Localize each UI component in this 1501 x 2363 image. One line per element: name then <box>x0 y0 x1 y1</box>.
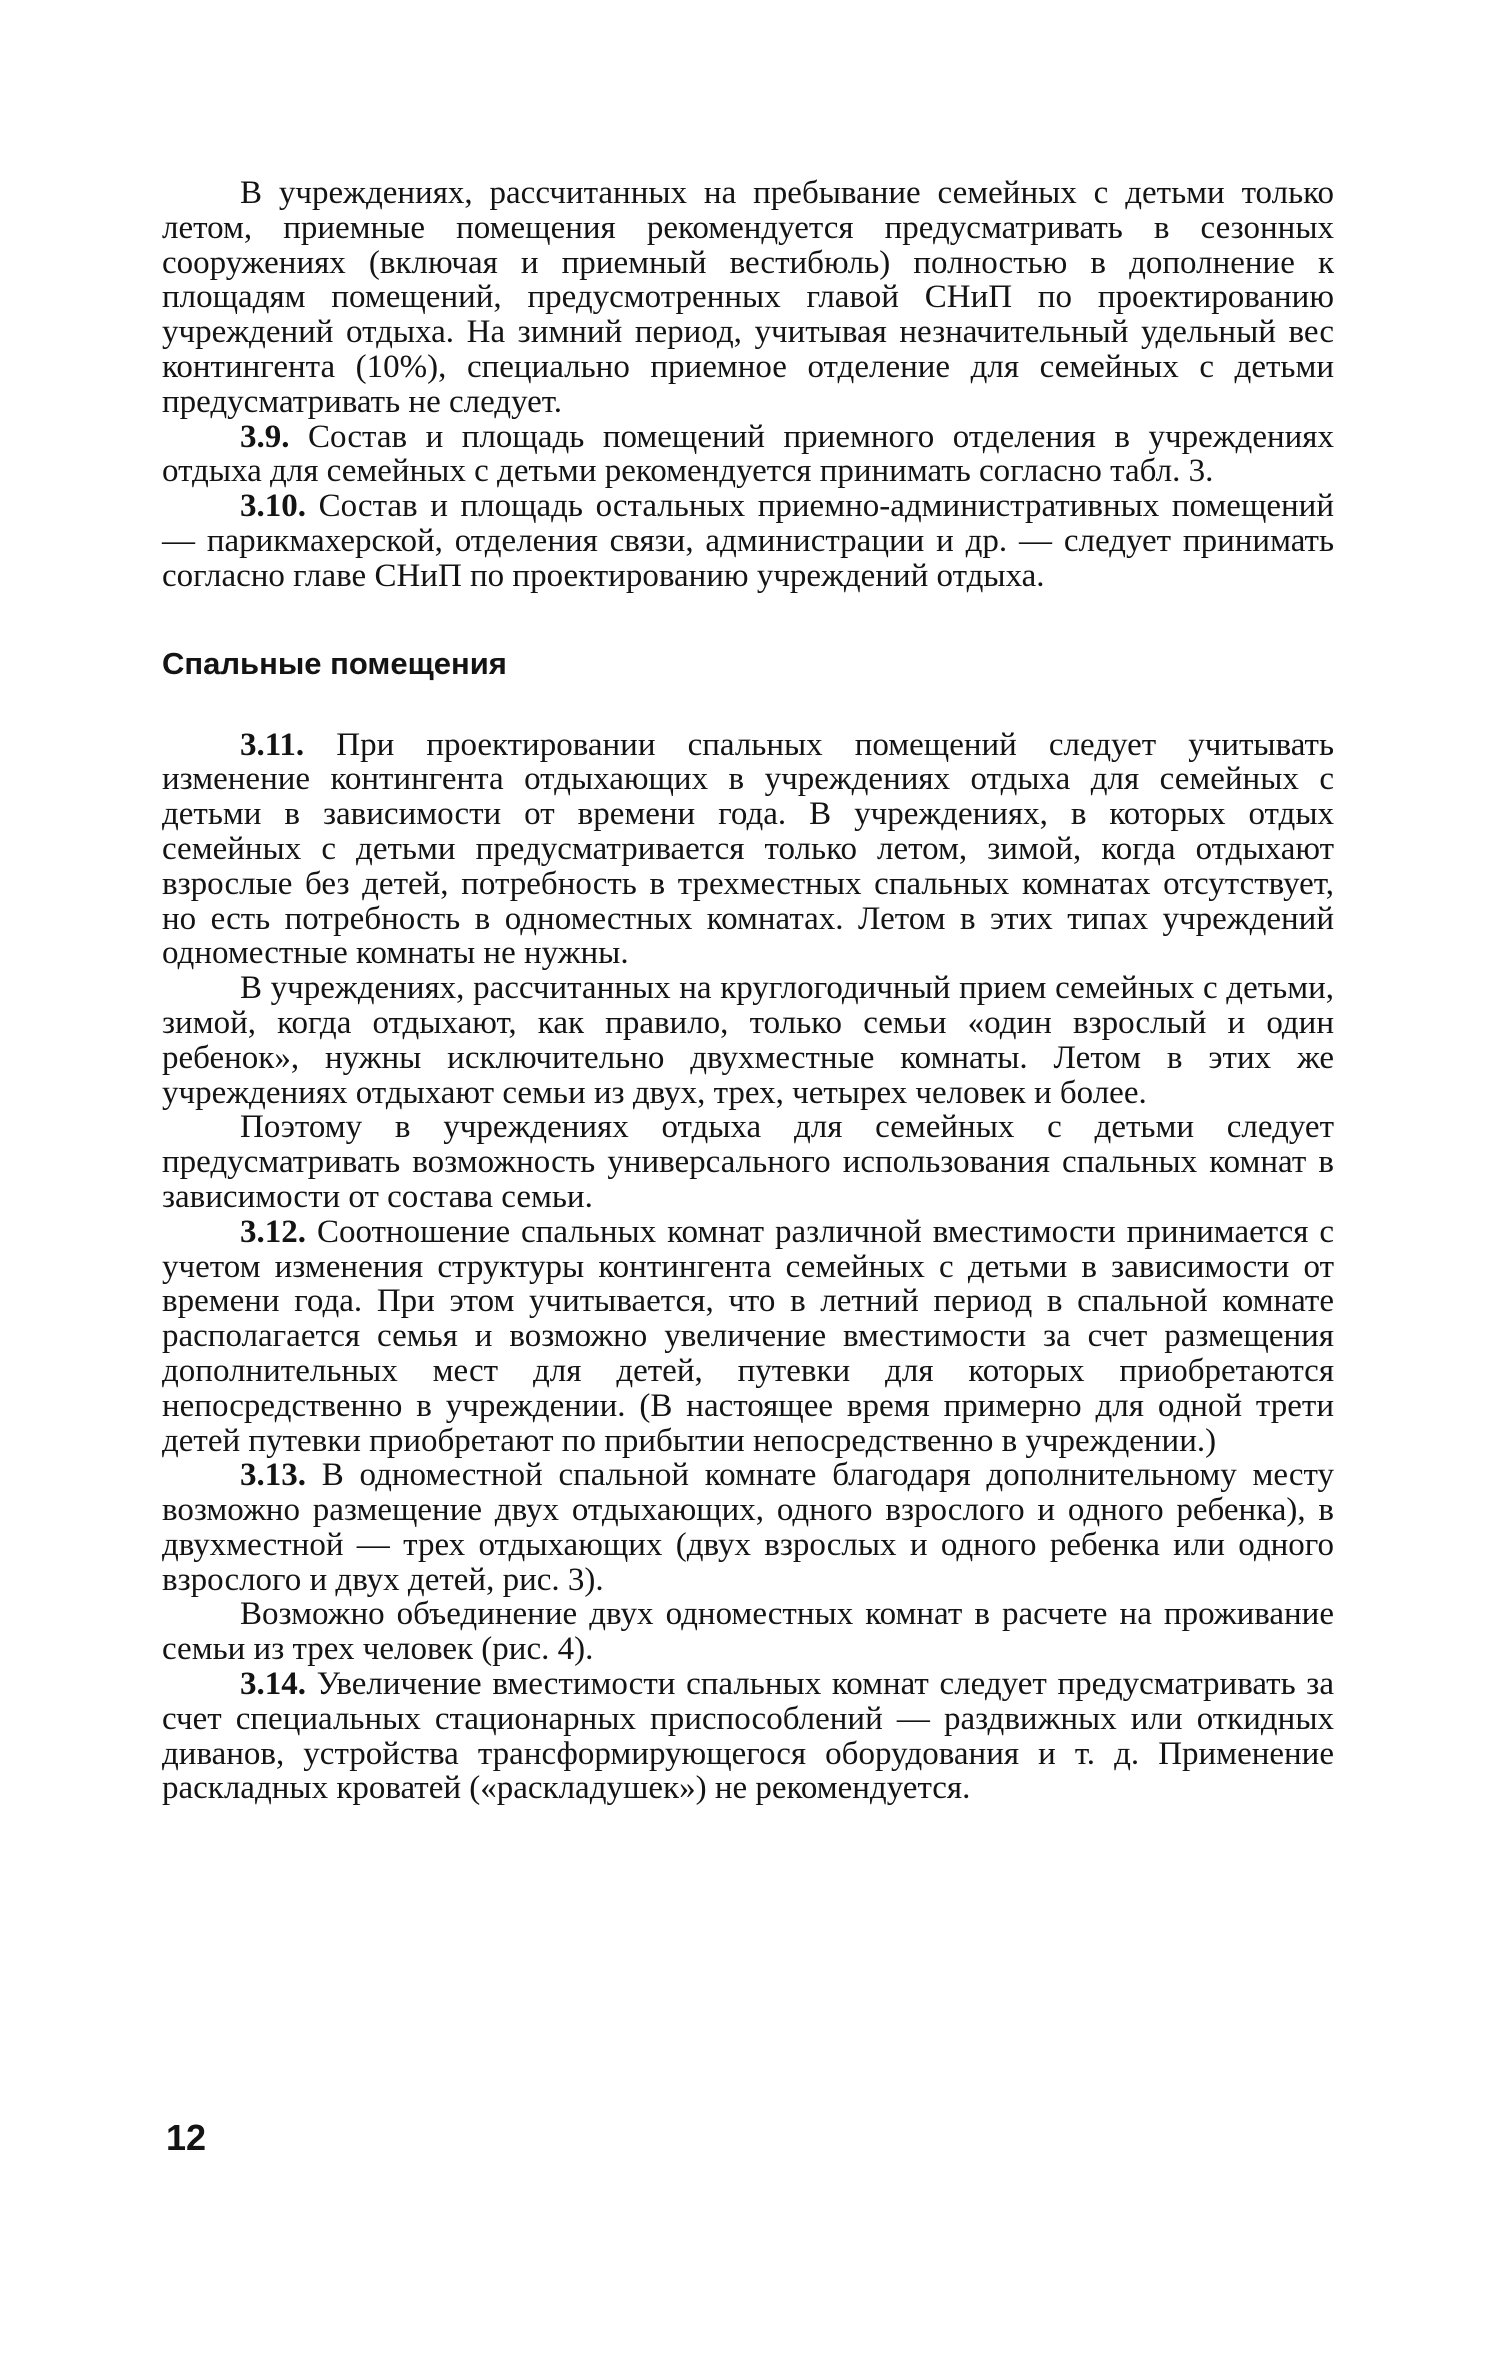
paragraph-text: Состав и площадь помещений приемного отделения в учреждениях отдыха для семейных с детьми рекомендуется принимать согласно табл. 3. <box>162 418 1334 490</box>
clause-number: 3.11. <box>240 726 305 763</box>
paragraph-3-9 <box>162 420 1334 490</box>
paragraph-text: В одноместной спальной комнате благодаря дополнительному месту возможно размещение двух отдыхающих, одного взрослого и одного ребенка), в двухместной — трех отдыхающих (двух взрослых и одного ребенка или одного взрослого и двух детей, рис. 3). <box>162 1457 1334 1598</box>
clause-number: 3.10. <box>240 488 306 525</box>
paragraph-3-14 <box>162 1667 1334 1806</box>
paragraph-universal-use <box>162 1110 1334 1214</box>
paragraph-text: Поэтому в учреждениях отдыха для семейных с детьми следует предусматривать возможность универсального использования спальных комнат в зависимости от состава семьи. <box>162 1109 1334 1215</box>
document-page <box>162 176 1334 1806</box>
paragraph-text: Увеличение вместимости спальных комнат следует предусматривать за счет специальных стационарных приспособлений — раздвижных или откидных диванов, устройства трансформирующегося оборудования и т. д. Применение раскладных кроватей («раскладушек») не рекомендуется. <box>162 1666 1334 1807</box>
paragraph-text: Соотношение спальных комнат различной вместимости принимается с учетом изменения структуры контингента семейных с детьми в зависимости от времени года. При этом учитывается, что в летний период в спальной комнате располагается семья и возможно увеличение вместимости за счет размещения дополнительных мест для детей, путевки для которых приобретаются непосредственно в учреждении. (В настоящее время примерно для одной трети детей путевки приобретают по прибытии непосредственно в учреждении.) <box>162 1213 1334 1459</box>
paragraph-seasonal-reception <box>162 176 1334 420</box>
paragraph-3-11 <box>162 728 1334 972</box>
section-heading: Спальные помещения <box>162 645 507 681</box>
clause-number: 3.12. <box>240 1213 306 1250</box>
paragraph-3-12 <box>162 1215 1334 1459</box>
paragraph-text: В учреждениях, рассчитанных на круглогодичный прием семейных с детьми, зимой, когда отдыхают, как правило, только семьи «один взрослый и один ребенок», нужны исключительно двухместные комнаты. Летом в этих же учреждениях отдыхают семьи из двух, трех, четырех человек и более. <box>162 970 1334 1111</box>
paragraph-text: При проектировании спальных помещений следует учитывать изменение контингента отдыхающих в учреждениях отдыха для семейных с детьми в зависимости от времени года. В учреждениях, в которых отдых семейных с детьми предусматривается только летом, зимой, когда отдыхают взрослые без детей, потребность в трехместных спальных комнатах отсутствует, но есть потребность в одноместных комнатах. Летом в этих типах учреждений одноместные комнаты не нужны. <box>162 726 1334 972</box>
paragraph-3-10 <box>162 489 1334 593</box>
paragraph-room-merge <box>162 1597 1334 1667</box>
clause-number: 3.13. <box>240 1457 306 1494</box>
paragraph-text: Состав и площадь остальных приемно-административных помещений — парикмахерской, отделения связи, администрации и др. — следует принимать согласно главе СНиП по проектированию учреждений отдыха. <box>162 488 1334 594</box>
paragraph-text: Возможно объединение двух одноместных комнат в расчете на проживание семьи из трех человек (рис. 4). <box>162 1596 1334 1668</box>
paragraph-year-round <box>162 971 1334 1110</box>
page-number: 12 <box>166 2117 207 2158</box>
clause-number: 3.9. <box>240 418 290 455</box>
clause-number: 3.14. <box>240 1666 306 1703</box>
paragraph-text: В учреждениях, рассчитанных на пребывание семейных с детьми только летом, приемные помещения рекомендуется предусматривать в сезонных сооружениях (включая и приемный вестибюль) полностью в дополнение к площадям помещений, предусмотренных главой СНиП по проектированию учреждений отдыха. На зимний период, учитывая незначительный удельный вес контингента (10%), специально приемное отделение для семейных с детьми предусматривать не следует. <box>162 175 1334 420</box>
paragraph-3-13 <box>162 1458 1334 1597</box>
